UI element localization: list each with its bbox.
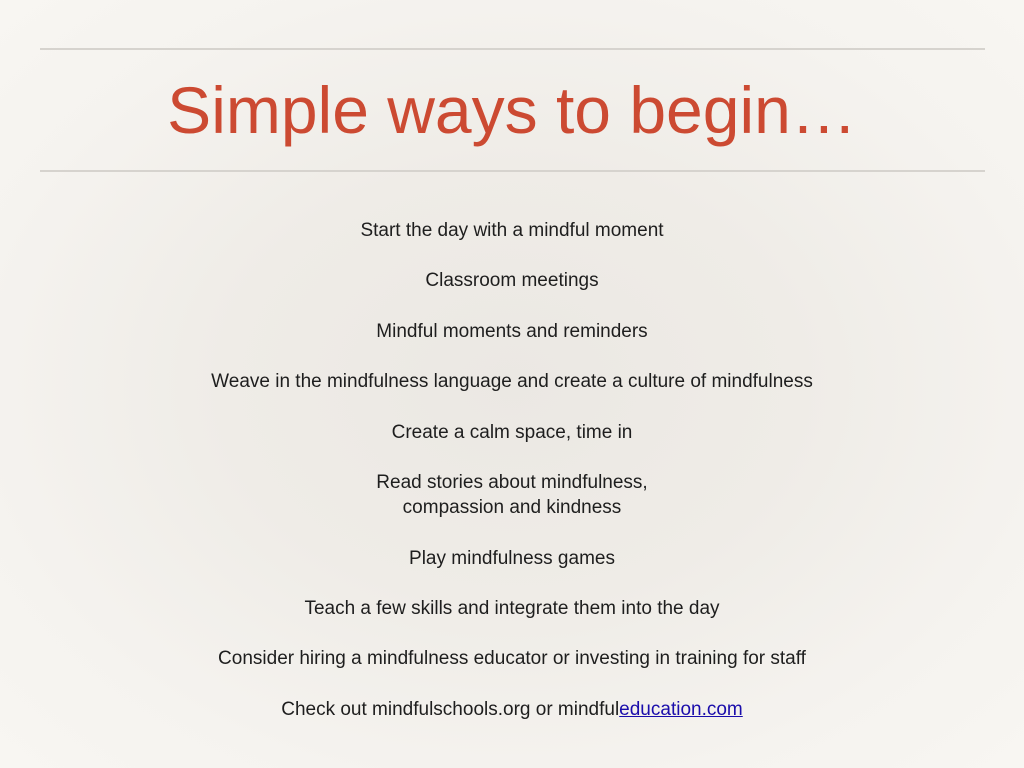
bullet-item: Play mindfulness games [409, 548, 615, 569]
bottom-divider [40, 170, 985, 172]
bullet-item: Mindful moments and reminders [376, 321, 648, 342]
bullet-item-resources [0, 697, 1024, 722]
education-link[interactable]: education.com [619, 699, 743, 720]
bullet-item: Consider hiring a mindfulness educator or investing in training for staff [218, 648, 806, 669]
bullet-item: Classroom meetings [425, 270, 599, 291]
resources-text: Check out mindfulschools.org or mindful [281, 699, 620, 720]
bullet-item: Read stories about mindfulness, compassion and kindness [376, 472, 648, 518]
bullet-item: Create a calm space, time in [391, 422, 633, 443]
bullet-item: Weave in the mindfulness language and create a culture of mindfulness [211, 371, 813, 392]
top-divider [40, 48, 985, 50]
bullet-item: Teach a few skills and integrate them into the day [304, 598, 720, 619]
bullet-item: Start the day with a mindful moment [360, 220, 664, 241]
slide-title: Simple ways to begin… [167, 73, 857, 147]
